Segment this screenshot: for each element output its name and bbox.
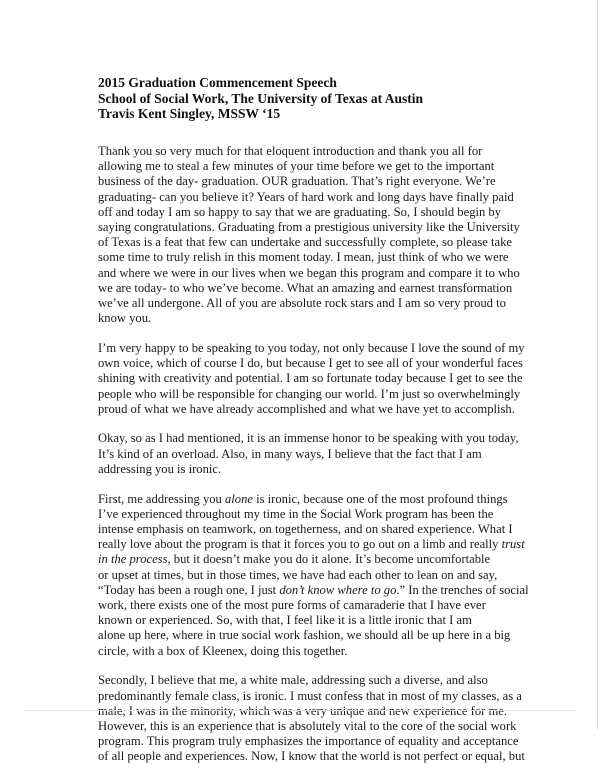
text-line: It’s kind of an overload. Also, in many ways, I believe that the fact that I am — [98, 446, 482, 461]
text-line: Thank you so very much for that eloquent introduction and thank you all for — [98, 144, 483, 158]
text-line: intense emphasis on teamwork, on togetherness, and on shared experience. What I — [98, 521, 513, 536]
text-line: However, this is an experience that is absolutely vital to the core of the social work — [98, 718, 517, 733]
text-line: circle, with a box of Kleenex, doing this together. — [98, 643, 348, 658]
speech-title: 2015 Graduation Commencement Speech — [98, 75, 337, 90]
text-line: I’ve experienced throughout my time in the Social Work program has been the — [98, 506, 494, 521]
text-line: we are today- to who we’ve become. What an amazing and earnest transformation — [98, 280, 513, 295]
text-run: , but it doesn’t make you do it alone. It’s become uncomfortable — [167, 552, 491, 567]
text-line: and where we were in our lives when we began this program and compare it to who — [98, 265, 520, 280]
text-line: graduating- can you believe it? Years of hard work and long days have finally paid — [98, 189, 514, 204]
school-name: School of Social Work, The University of Texas at Austin — [98, 90, 424, 106]
page-divider — [24, 710, 576, 711]
text-line: predominantly female class, is ironic. I must confess that in most of my classes, as a — [98, 688, 522, 703]
text-line: work, there exists one of the most pure forms of camaraderie that I have ever — [98, 597, 486, 612]
text-line: male, I was in the minority, which was a very unique and new experience for me. — [98, 703, 508, 718]
text-line — [98, 537, 528, 552]
speech-header — [98, 75, 528, 122]
text-line — [98, 552, 528, 567]
text-line: of all people and experiences. Now, I know that the world is not perfect or equal, but — [98, 749, 525, 764]
text-line: alone up here, where in true social work fashion, we should all be up here in a big — [98, 628, 511, 643]
text-line: business of the day- graduation. OUR graduation. That’s right everyone. We’re — [98, 174, 496, 189]
text-line: allowing me to steal a few minutes of your time before we get to the important — [98, 159, 495, 174]
text-line: we’ve all undergone. All of you are absolute rock stars and I am so very proud to — [98, 296, 506, 311]
speaker-name: Travis Kent Singley, MSSW ‘15 — [98, 106, 281, 121]
speech-paragraph — [98, 144, 528, 326]
text-line: proud of what we have already accomplished and what we have yet to accomplish. — [98, 401, 515, 416]
speech-paragraph — [98, 341, 528, 417]
text-line: Okay, so as I had mentioned, it is an immense honor to be speaking with you today, — [98, 431, 519, 446]
speech-paragraph — [98, 673, 528, 764]
text-run: really love about the program is that it forces you to go out on a limb and really — [98, 537, 502, 552]
text-run: is ironic, because one of the most profound things — [252, 491, 508, 506]
text-line: Secondly, I believe that me, a white male, addressing such a diverse, and also — [98, 673, 488, 688]
text-line: I’m very happy to be speaking to you today, not only because I love the sound of my — [98, 340, 525, 355]
text-run: First, me addressing you — [98, 491, 225, 506]
text-line: know you. — [98, 311, 152, 326]
text-line: addressing you is ironic. — [98, 461, 222, 476]
speech-body — [98, 144, 528, 779]
text-line: shining with creativity and potential. I am so fortunate today because I get to see the — [98, 371, 523, 386]
speech-paragraph — [98, 492, 528, 659]
text-run: .” In the trenches of social — [396, 582, 529, 597]
text-line: some time to truly relish in this moment today. I mean, just think of who we were — [98, 250, 509, 265]
text-line: known or experienced. So, with that, I feel like it is a little ironic that I am — [98, 613, 472, 628]
text-line: or upset at times, but in those times, we have had each other to lean on and say, — [98, 567, 498, 582]
text-line — [98, 492, 528, 507]
text-line — [98, 583, 528, 598]
text-line: off and today I am so happy to say that we are graduating. So, I should begin by — [98, 204, 502, 219]
text-line: program. This program truly emphasizes the importance of equality and acceptance — [98, 734, 519, 749]
speech-paragraph — [98, 431, 528, 477]
text-line: saying congratulations. Graduating from a prestigious university like the University — [98, 220, 520, 235]
text-line: of Texas is a feat that few can undertake and successfully complete, so please take — [98, 235, 512, 250]
emphasized-text: don’t know where to go — [279, 582, 397, 597]
text-line: own voice, which of course I do, but because I get to see all of your wonderful faces — [98, 356, 523, 371]
emphasized-text: alone — [224, 491, 253, 506]
text-line: people who will be responsible for changing our world. I’m just so overwhelmingly — [98, 386, 521, 401]
emphasized-text: in the process — [98, 552, 168, 567]
text-run: “Today has been a rough one, I just — [98, 582, 280, 597]
emphasized-text: trust — [501, 537, 525, 552]
